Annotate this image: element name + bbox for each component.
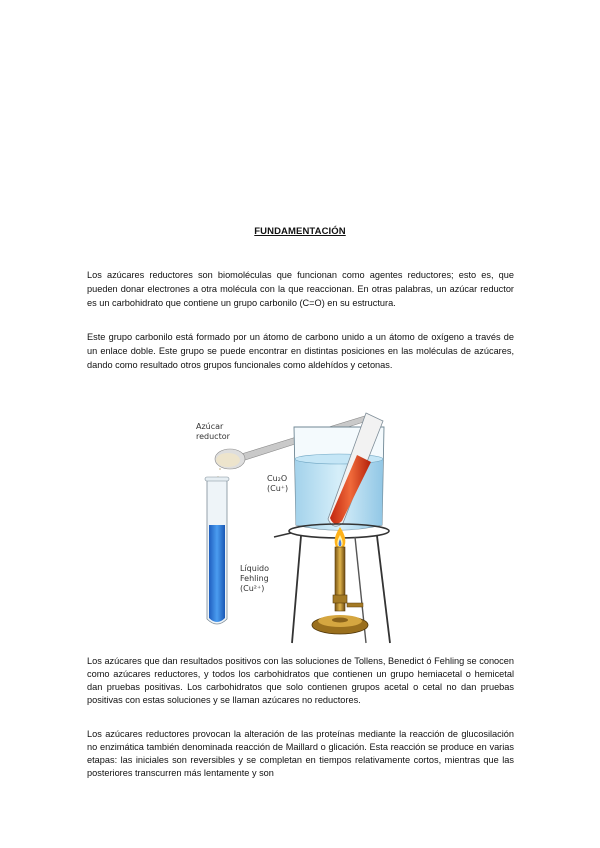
- paragraph-2: Este grupo carbonilo está formado por un átomo de carbono unido a un átomo de oxígeno a través de un enlace doble. Este grupo se puede encontrar en distintas posiciones en las moléculas de azúcares, dando como resultado otros grupos funcionales como aldehídos y cetonas.: [87, 332, 514, 371]
- section-title: FUNDAMENTACIÓN: [254, 226, 346, 237]
- bunsen-burner: [312, 547, 368, 634]
- label-sugar-2: reductor: [196, 432, 230, 441]
- label-fehling-2: Fehling: [240, 574, 269, 583]
- label-sugar-1: Azúcar: [196, 422, 224, 431]
- paragraph-4: Los azúcares reductores provocan la alteración de las proteínas mediante la reacción de glucosilación no enzimática también denominada reacción de Maillard o glicación. Esta reacción se produce en varias etapas: las iniciales son reversibles y se completan en tiempos relativamente cortos, mientras que las posteriores transcurren más lentamente y son: [87, 729, 514, 778]
- fehling-test-tube: [205, 477, 229, 624]
- label-cu2o-1: Cu₂O: [267, 474, 288, 483]
- label-fehling-1: Líquido: [240, 564, 270, 573]
- fehling-test-illustration: [190, 407, 410, 647]
- fehling-diagram: [190, 407, 410, 647]
- paragraph-3: Los azúcares que dan resultados positivos con las soluciones de Tollens, Benedict ó Fehling se conocen como azúcares reductores, y todos los carbohidratos que contienen un grupo hemiacetal o hemicetal dan pruebas positivas. Los carbohidratos que solo contienen grupos acetal o cetal no dan pruebas positivas con estas soluciones y se llaman azúcares no reductores.: [87, 656, 514, 705]
- paragraph-1: Los azúcares reductores son biomoléculas que funcionan como agentes reductores; esto es, que pueden donar electrones a otra molécula con la que reaccionan. En otras palabras, un azúcar reductor es un carbohidrato que contiene un grupo carbonilo (C=O) en su estructura.: [87, 270, 514, 309]
- label-fehling-3: (Cu²⁺): [240, 584, 265, 593]
- label-cu2o-2: (Cu⁺): [267, 484, 289, 493]
